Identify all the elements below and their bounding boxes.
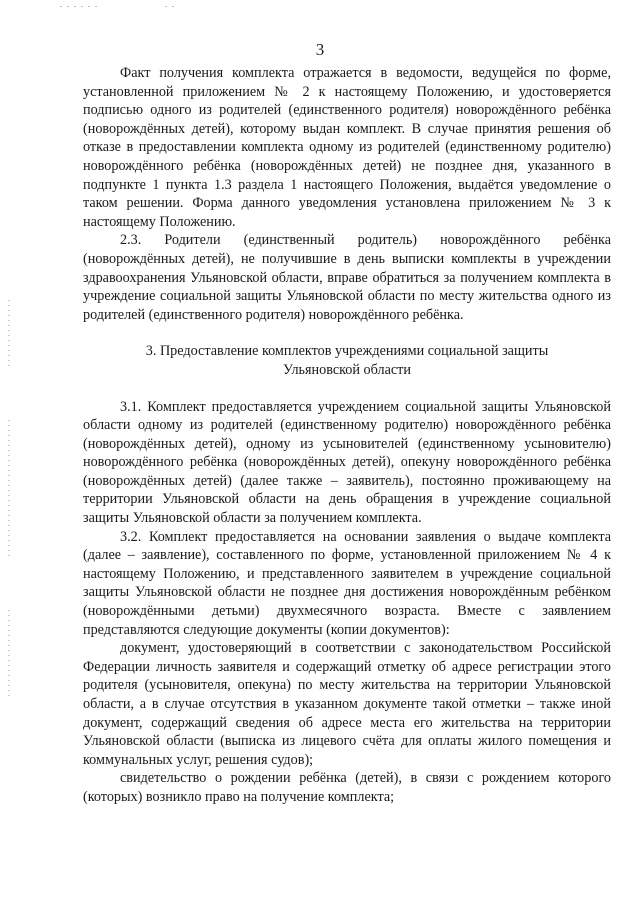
scan-artifact xyxy=(8,420,10,560)
section-3-heading xyxy=(83,342,611,379)
paragraph-identity-document: документ, удостоверяющий в соответствии с законодательством Российской Федерации личность заявителя и содержащий отметку об адресе регистрации этого родителя (усыновителя, опекуна) по месту жительства на территории Ульяновской области, а в случае отсутствия в указанном документе такой отметки – также иной документ, содержащий сведения об адресе места его жительства на территории Ульяновской области (выписка из лицевого счёта для оплаты жилого помещения и коммунальных услуг, решения судов); xyxy=(83,640,611,768)
section-3-heading-line1: 3. Предоставление комплектов учреждениями социальной защиты xyxy=(145,343,549,360)
paragraph-3-2: 3.2. Комплект предоставляется на основании заявления о выдаче комплекта (далее – заявление), составленного по форме, установленной приложением № 4 к настоящему Положению, и представленного заявителем в учреждение социальной защиты Ульяновской области не позднее дня достижения новорождённым ребёнком (новорождёнными детьми) двухмесячного возраста. Вместе с заявлением представляются следующие документы (копии документов): xyxy=(83,528,611,638)
paragraph-receipt-record: Факт получения комплекта отражается в ведомости, ведущейся по форме, установленной приложением № 2 к настоящему Положению, и удостоверяется подписью одного из родителей (единственного родителя) новорождённого ребёнка (новорождённых детей), которому выдан комплект. В случае принятия решения об отказе в предоставлении комплекта одному из родителей (единственному родителю) новорождённого ребёнка (новорождённых детей) не позднее дня, указанного в подпункте 1 пункта 1.3 раздела 1 настоящего Положения, выдаётся уведомление о таком решении. Форма данного уведомления установлена приложением № 3 к настоящему Положению. xyxy=(83,65,611,230)
scan-artifact xyxy=(165,6,177,7)
paragraph-birth-certificate: свидетельство о рождении ребёнка (детей), в связи с рождением которого (которых) возникло право на получение комплекта; xyxy=(83,770,611,805)
section-3-heading-line2: Ульяновской области xyxy=(283,361,411,378)
document-body xyxy=(83,64,611,807)
scan-artifact xyxy=(60,6,100,7)
paragraph-2-3: 2.3. Родители (единственный родитель) новорождённого ребёнка (новорождённых детей), не получившие в день выписки комплекты в учреждении здравоохранения Ульяновской области, вправе обратиться за получением комплекта в учреждение социальной защиты Ульяновской области по месту жительства одного из родителей (единственного родителя) новорождённого ребёнка. xyxy=(83,232,611,323)
paragraph-3-1: 3.1. Комплект предоставляется учреждением социальной защиты Ульяновской области одному из родителей (единственному родителю) новорождённого ребёнка (новорождённых детей), одному из усыновителей (единственному усыновителю) новорождённого ребёнка (новорождённых детей), опекуну новорождённого ребёнка (новорождённых детей) (далее также – заявитель), постоянно проживающему на территории Ульяновской области на день обращения в учреждение социальной защиты Ульяновской области за получением комплекта. xyxy=(83,398,611,527)
scan-artifact xyxy=(8,610,10,700)
page-number: 3 xyxy=(315,40,325,59)
scan-artifact xyxy=(8,300,10,370)
